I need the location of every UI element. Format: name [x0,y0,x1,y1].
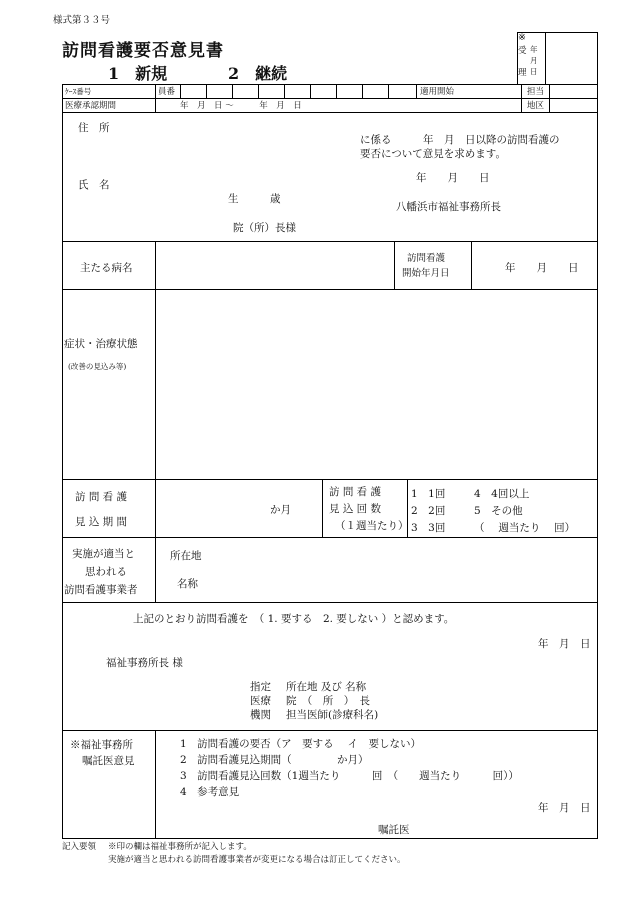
address-label: 住 所 [78,122,110,134]
district-label: 地区 [527,101,545,111]
welfare-office-addressee: 福祉事務所長 様 [106,657,183,669]
symptoms-note: (改善の見込み等) [68,362,127,371]
form-title: 訪問看護要否意見書 [62,41,224,61]
designated-label-3: 機関 [250,709,271,721]
age-label: 生 歳 [228,193,281,205]
note-2: 実施が適当と思われる訪問看護事業者が変更になる場合は訂正してください。 [108,855,406,865]
receipt-year: 年 [530,45,538,54]
count-option-5: 5 その他 [474,505,523,517]
count-label-3: （１週当たり） [335,520,409,532]
designated-label-1: 指定 [250,681,271,693]
approval-period-value: 年 月 日 ～ 年 月 日 [180,101,302,111]
consult-doctor: 嘱託医 [378,824,410,836]
note-1: ※印の欄は福祉事務所が記入します。 [108,842,252,852]
director-name: 八幡浜市福祉事務所長 [396,201,501,213]
start-date-label-2: 開始年月日 [402,268,450,279]
period-label-2: 見 込 期 間 [75,516,128,528]
count-label-2: 見 込 回 数 [329,503,382,515]
designated-label-2: 医療 [250,695,271,707]
count-option-4: 4 4回以上 [474,488,530,500]
count-option-3: 3 3回 [411,522,446,534]
start-date-label-1: 訪問看護 [407,253,446,264]
start-label: 適用開始 [420,87,455,97]
option-continue: 2 継続 [228,64,288,83]
count-option-1: 1 1回 [411,488,446,500]
option-new: 1 新規 [108,64,168,83]
tanto-label: 担当 [527,87,545,97]
designated-line-2: 院 （ 所 ） 長 [286,695,370,707]
approval-date: 年 月 日 [538,638,591,650]
request-line-1: に係る 年 月 日以降の訪問看護の [360,134,560,146]
form-number: 様式第３３号 [53,15,111,26]
count-option-other: （ 週当たり 回） [474,522,576,534]
period-label-1: 訪 問 看 護 [75,491,128,503]
consult-label-2: 嘱託医意見 [82,755,135,767]
notes-label: 記入要領 [62,842,97,852]
provider-location-label: 所在地 [170,550,202,562]
count-label-1: 訪 問 看 護 [329,486,382,498]
receipt-char-1: 受 [518,46,527,56]
hospital-addressee: 院（所）長様 [233,222,296,234]
receipt-day: 日 [530,67,538,76]
months-label: か月 [270,504,291,516]
approval-period-label: 医療承認期間 [65,101,117,111]
designated-line-1: 所在地 及び 名称 [286,681,367,693]
symptoms-label: 症状・治療状態 [64,338,138,350]
case-number-label: ｹｰｽ番号 [65,87,92,96]
disease-label: 主たる病名 [80,262,133,274]
request-line-2: 要否について意見を求めます。 [360,148,506,160]
consult-item-1: 1 訪問看護の要否（ア 要する イ 要しない） [180,738,422,750]
consult-item-3: 3 訪問看護見込回数（1週当たり 回 （ 週当たり 回）） [180,770,519,782]
name-label: 氏 名 [78,179,110,191]
provider-label-2: 思われる [85,566,127,578]
consult-item-2: 2 訪問看護見込期間（ か月） [180,754,369,766]
provider-label-3: 訪問看護事業者 [64,584,138,596]
provider-label-1: 実施が適当と [72,548,135,560]
designated-line-3: 担当医師(診療科名) [286,709,379,721]
consult-label-1: ※福祉事務所 [70,739,133,751]
receipt-char-2: 理 [518,68,527,78]
approval-text: 上記のとおり訪問看護を （ 1. 要する 2. 要しない ）と認めます。 [133,613,455,625]
receipt-month: 月 [530,56,538,65]
provider-name-label: 名称 [177,578,198,590]
member-number-label: 員番 [158,87,176,97]
receipt-mark: ※ [518,32,526,43]
start-date-value: 年 月 日 [505,262,579,274]
consult-date: 年 月 日 [538,802,591,814]
request-date: 年 月 日 [416,172,490,184]
consult-item-4: 4 参考意見 [180,786,240,798]
count-option-2: 2 2回 [411,505,446,517]
